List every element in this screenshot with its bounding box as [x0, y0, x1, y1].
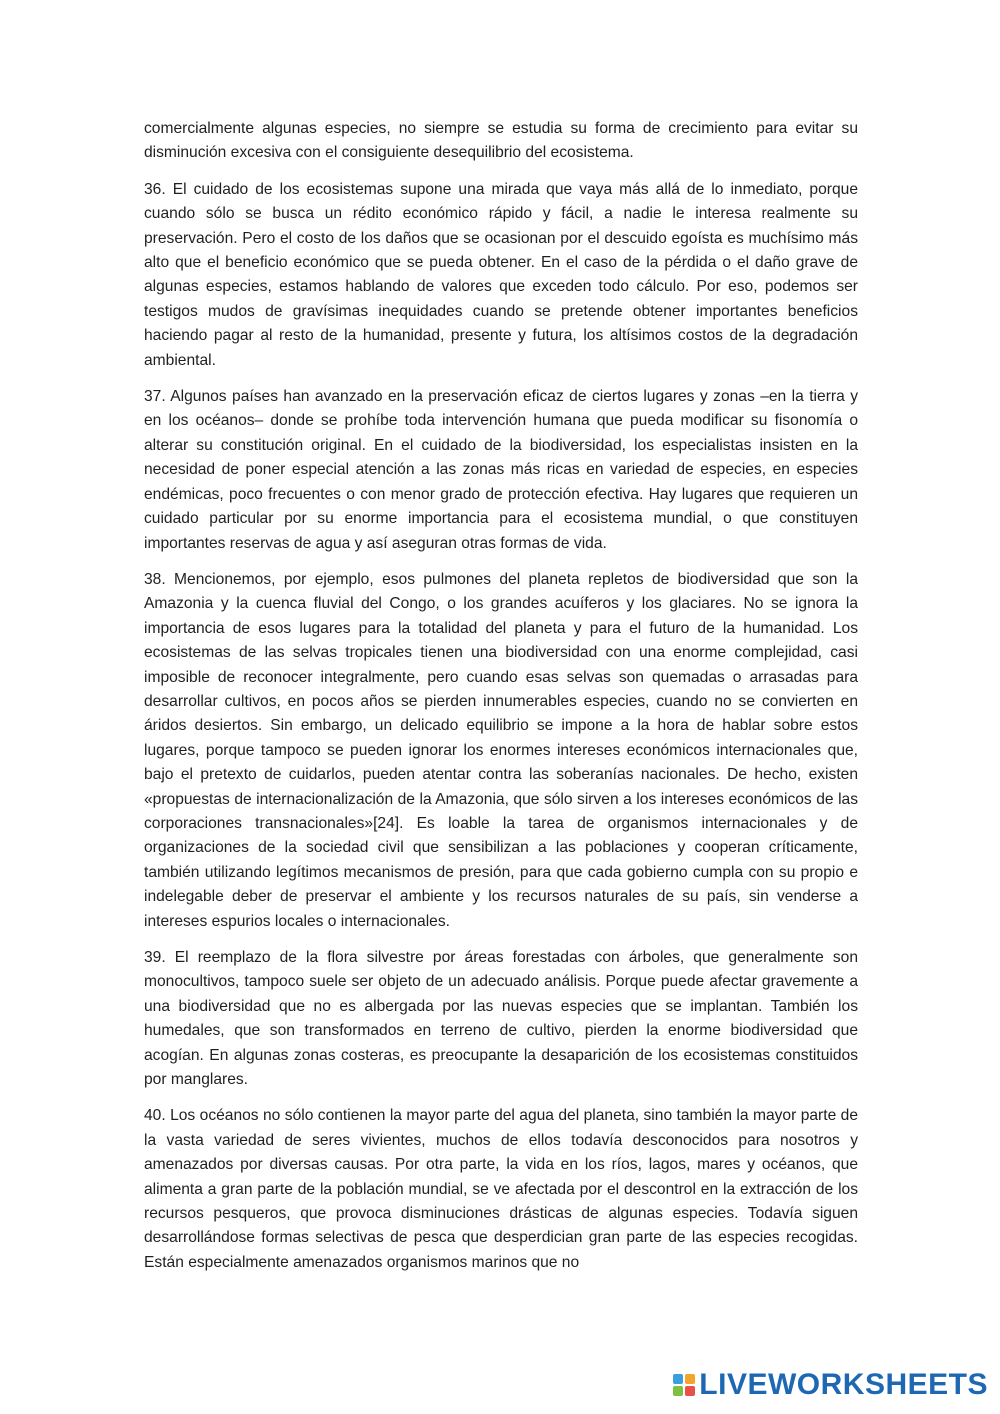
document-body — [144, 117, 858, 1287]
liveworksheets-grid-icon — [673, 1374, 695, 1396]
logo-tile — [673, 1374, 683, 1384]
paragraph-continuation: comercialmente algunas especies, no siempre se estudia su forma de crecimiento para evitar su disminución excesiva con el consiguiente desequilibrio del ecosistema. — [144, 120, 858, 162]
liveworksheets-logo — [673, 1370, 988, 1400]
paragraph-39: 39. El reemplazo de la flora silvestre por áreas forestadas con árboles, que generalmente son monocultivos, tampoco suele ser objeto de un adecuado análisis. Porque puede afectar gravemente a una biodiversidad que no es albergada por las nuevas especies que se implantan. También los humedales, que son transformados en terreno de cultivo, pierden la enorme biodiversidad que acogían. En algunas zonas costeras, es preocupante la desaparición de los ecosistemas constituidos por manglares. — [144, 949, 858, 1089]
logo-text: LIVEWORKSHEETS — [699, 1368, 988, 1401]
logo-tile — [685, 1386, 695, 1396]
paragraph-40: 40. Los océanos no sólo contienen la mayor parte del agua del planeta, sino también la mayor parte de la vasta variedad de seres vivientes, muchos de ellos todavía desconocidos para nosotros y amenazados por diversas causas. Por otra parte, la vida en los ríos, lagos, mares y océanos, que alimenta a gran parte de la población mundial, se ve afectada por el descontrol en la extracción de los recursos pesqueros, que provoca disminuciones drásticas de algunas especies. Todavía siguen desarrollándose formas selectivas de pesca que desperdician gran parte de las especies recogidas. Están especialmente amenazados organismos marinos que no — [144, 1107, 858, 1271]
logo-tile — [673, 1386, 683, 1396]
paragraph-38: 38. Mencionemos, por ejemplo, esos pulmones del planeta repletos de biodiversidad que son la Amazonia y la cuenca fluvial del Congo, o los grandes acuíferos y los glaciares. No se ignora la importancia de esos lugares para la totalidad del planeta y para el futuro de la humanidad. Los ecosistemas de las selvas tropicales tienen una biodiversidad con una enorme complejidad, casi imposible de reconocer integralmente, pero cuando esas selvas son quemadas o arrasadas para desarrollar cultivos, en pocos años se pierden innumerables especies, cuando no se convierten en áridos desiertos. Sin embargo, un delicado equilibrio se impone a la hora de hablar sobre estos lugares, porque tampoco se pueden ignorar los enormes intereses económicos internacionales que, bajo el pretexto de cuidarlos, pueden atentar contra las soberanías nacionales. De hecho, existen «propuestas de internacionalización de la Amazonia, que sólo sirven a los intereses económicos de las corporaciones transnacionales»[24]. Es loable la tarea de organismos internacionales y de organizaciones de la sociedad civil que sensibilizan a las poblaciones y cooperan críticamente, también utilizando legítimos mecanismos de presión, para que cada gobierno cumpla con su propio e indelegable deber de preservar el ambiente y los recursos naturales de su país, sin venderse a intereses espurios locales o internacionales. — [144, 570, 858, 930]
logo-tile — [685, 1374, 695, 1384]
paragraph-36: 36. El cuidado de los ecosistemas supone una mirada que vaya más allá de lo inmediato, porque cuando sólo se busca un rédito económico rápido y fácil, a nadie le interesa realmente su preservación. Pero el costo de los daños que se ocasionan por el descuido egoísta es muchísimo más alto que el beneficio económico que se pueda obtener. En el caso de la pérdida o el daño grave de algunas especies, estamos hablando de valores que exceden todo cálculo. Por eso, podemos ser testigos mudos de gravísimas inequidades cuando se pretende obtener importantes beneficios haciendo pagar al resto de la humanidad, presente y futura, los altísimos costos de la degradación ambiental. — [144, 180, 858, 369]
paragraph-37: 37. Algunos países han avanzado en la preservación eficaz de ciertos lugares y zonas –en la tierra y en los océanos– donde se prohíbe toda intervención humana que pueda modificar su fisonomía o alterar su constitución original. En el cuidado de la biodiversidad, los especialistas insisten en la necesidad de poner especial atención a las zonas más ricas en variedad de especies, en especies endémicas, poco frecuentes o con menor grado de protección efectiva. Hay lugares que requieren un cuidado particular por su enorme importancia para el ecosistema mundial, o que constituyen importantes reservas de agua y así aseguran otras formas de vida. — [144, 388, 858, 552]
